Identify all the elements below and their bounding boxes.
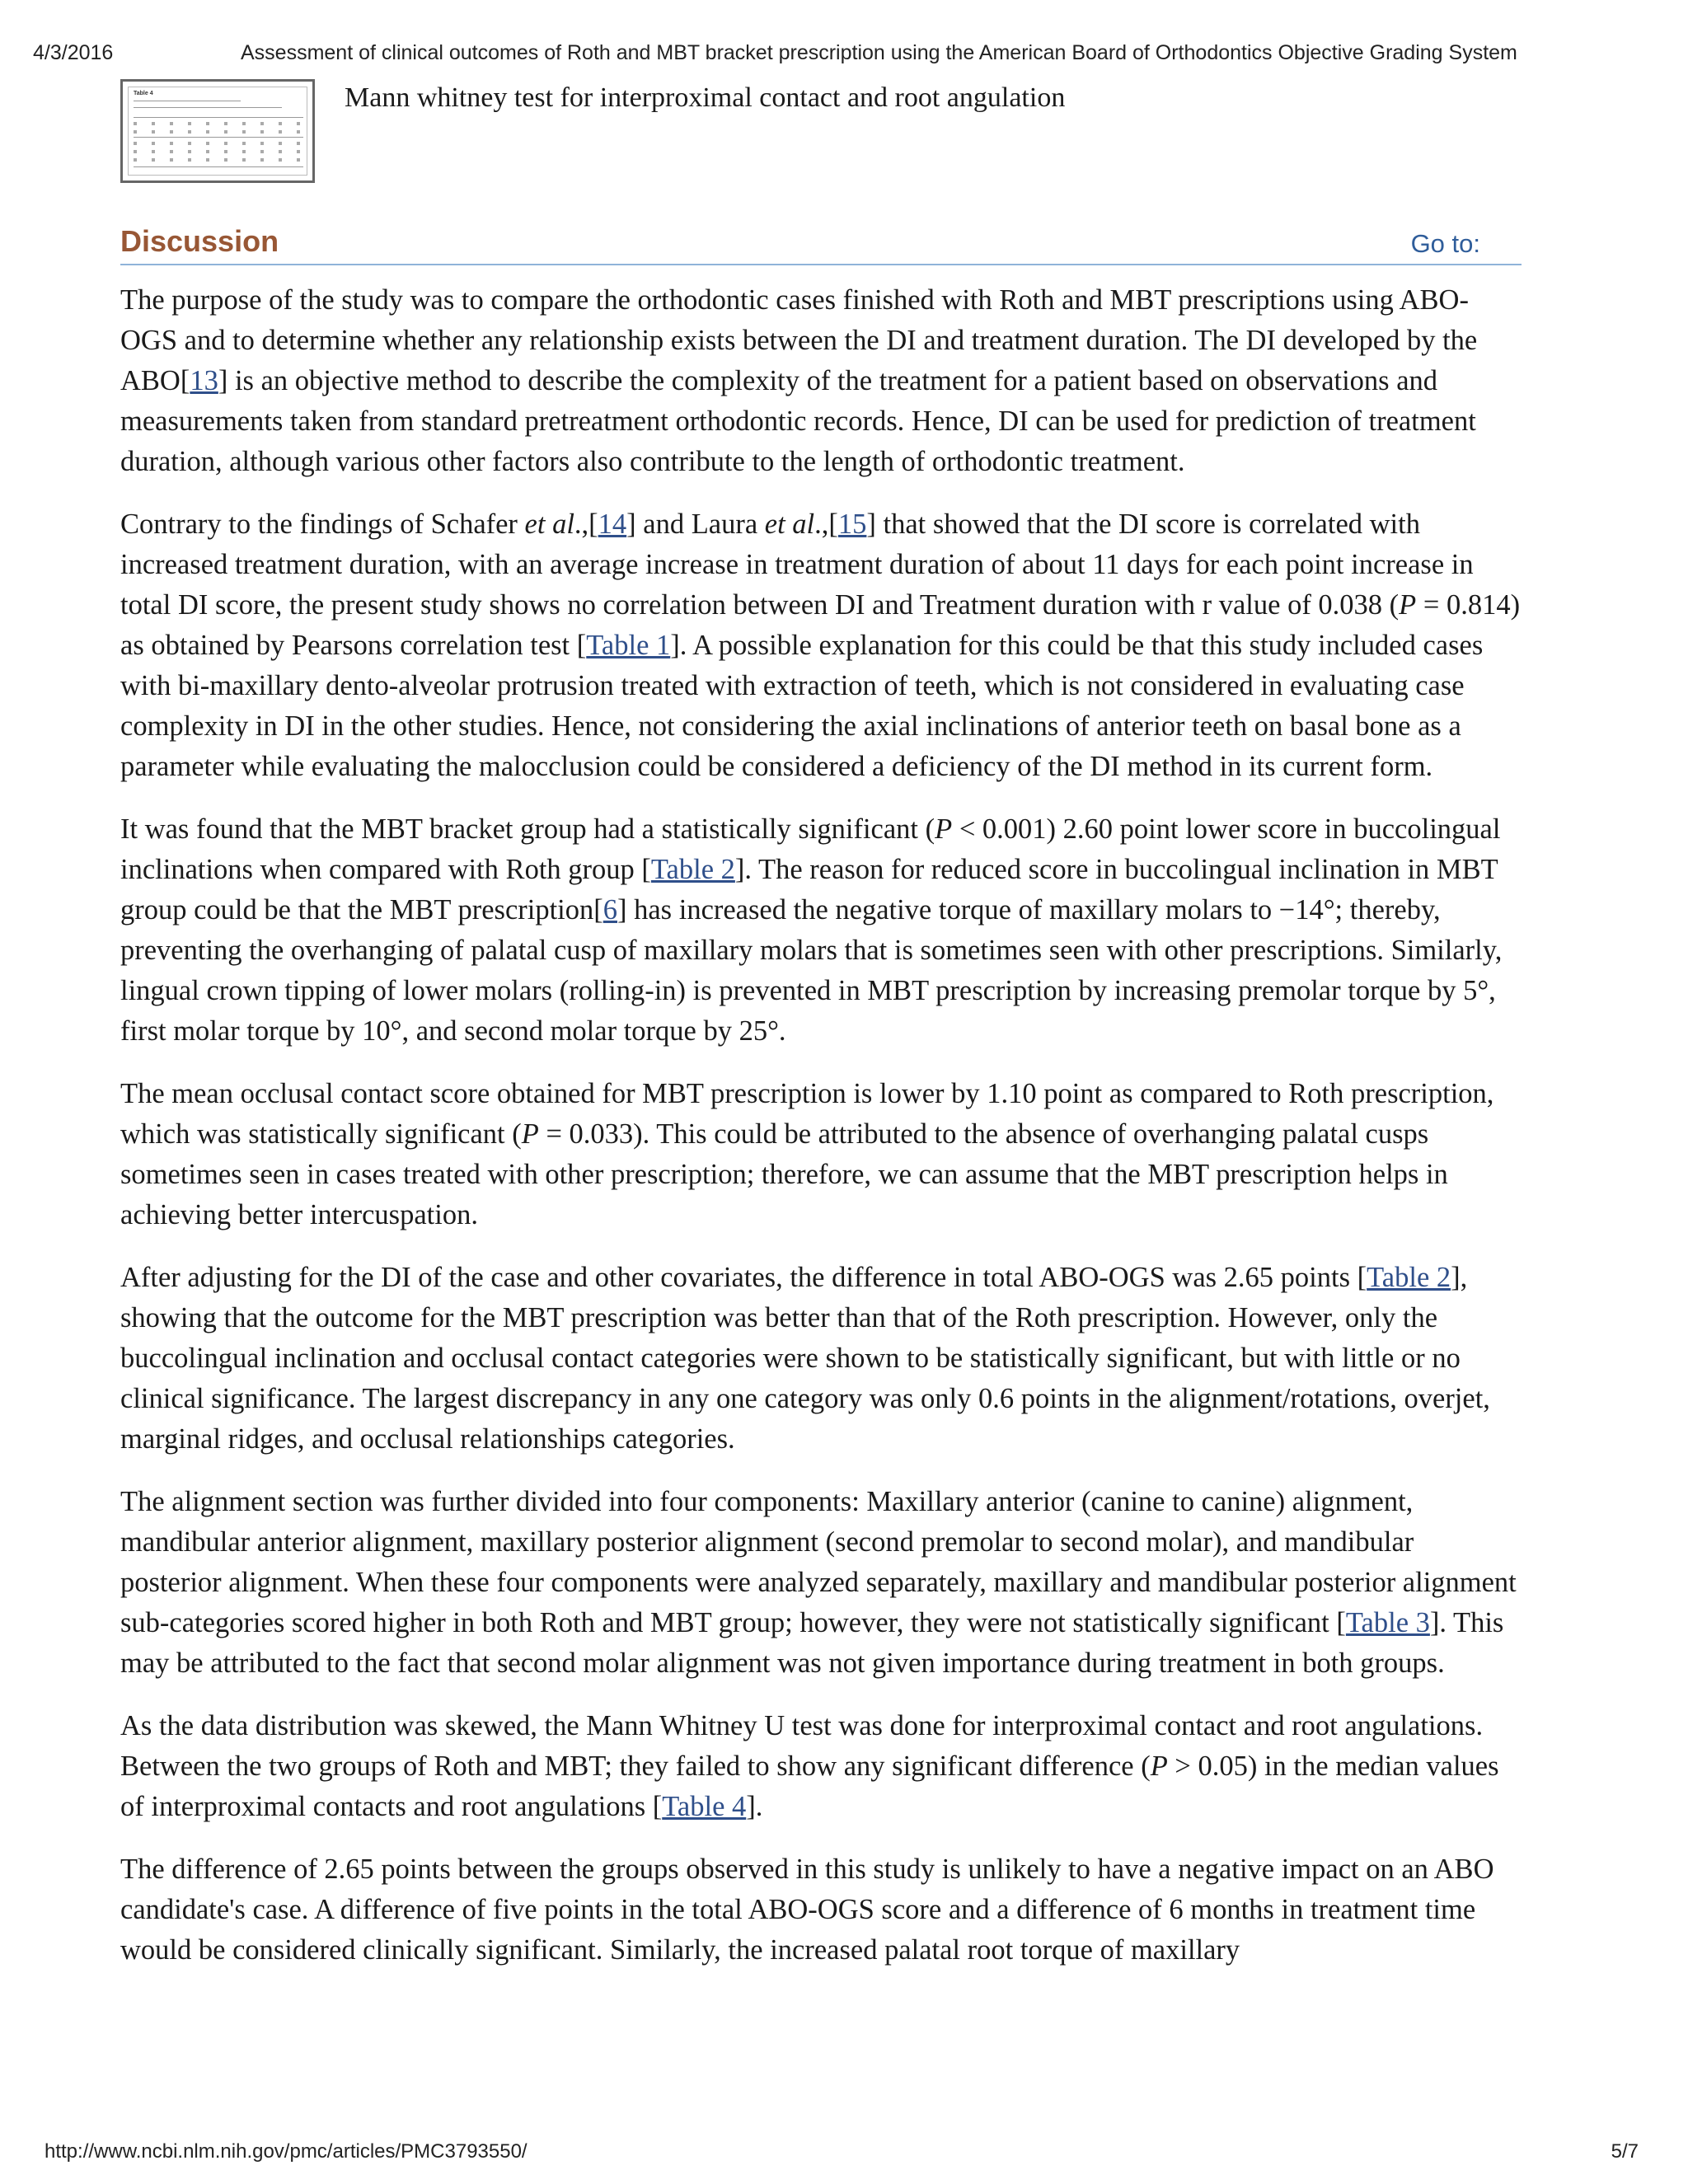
- paragraph-5: After adjusting for the DI of the case and other covariates, the difference in total ABO-OGS was 2.65 points [Table 2], showing that the outcome for the MBT prescription was better than that of the Roth prescription. However, only the buccolingual inclination and occlusal contact categories were shown to be statistically significant, but with little or no clinical significance. The largest discrepancy in any one category was only 0.6 points in the alignment/rotations, overjet, marginal ridges, and occlusal relationships categories.: [120, 1262, 1490, 1455]
- table-2-link[interactable]: Table 2: [1367, 1262, 1451, 1293]
- ref-15-link[interactable]: 15: [837, 509, 867, 540]
- discussion-body: [120, 280, 1522, 1993]
- paragraph-7: As the data distribution was skewed, the Mann Whitney U test was done for interproximal contact and root angulations. Between the two groups of Roth and MBT; they failed to show any significant difference (P > 0.05) in the median values of interproximal contacts and root angulations [Table 4].: [120, 1710, 1499, 1822]
- print-footer: [45, 2140, 1655, 2165]
- page-url: http://www.ncbi.nlm.nih.gov/pmc/articles/PMC3793550/: [45, 2140, 528, 2163]
- paragraph-1: The purpose of the study was to compare the orthodontic cases finished with Roth and MBT prescriptions using ABO-OGS and to determine whether any relationship exists between the DI and treatment duration. The DI developed by the ABO[13] is an objective method to describe the complexity of the treatment for a patient based on observations and measurements taken from standard pretreatment orthodontic records. Hence, DI can be used for prediction of treatment duration, although various other factors also contribute to the length of orthodontic treatment.: [120, 284, 1478, 477]
- table-thumbnail-image: [128, 87, 307, 176]
- thumbnail-title: Table 4: [134, 91, 153, 96]
- table-2-link[interactable]: Table 2: [650, 854, 735, 885]
- paragraph-6: The alignment section was further divided into four components: Maxillary anterior (canine to canine) alignment, mandibular anterior alignment, maxillary posterior alignment (second premolar to second molar), and mandibular posterior alignment. When these four components were analyzed separately, maxillary and mandibular posterior alignment sub-categories scored higher in both Roth and MBT group; however, they were not statistically significant [Table 3]. This may be attributed to the fact that second molar alignment was not given importance during treatment in both groups.: [120, 1486, 1517, 1679]
- ref-13-link[interactable]: 13: [190, 365, 218, 396]
- section-title: Discussion: [120, 224, 279, 258]
- table-4-thumbnail[interactable]: [120, 79, 315, 183]
- table-1-link[interactable]: Table 1: [586, 630, 671, 661]
- print-title: Assessment of clinical outcomes of Roth and MBT bracket prescription using the American Board of Orthodontics Objective Grading System: [241, 41, 1517, 64]
- table-4-link[interactable]: Table 4: [662, 1791, 747, 1822]
- goto-link[interactable]: Go to:: [1410, 229, 1480, 258]
- ref-6-link[interactable]: 6: [603, 894, 617, 926]
- paragraph-2: Contrary to the findings of Schafer et al.,[14] and Laura et al.,[15] that showed that the DI score is correlated with increased treatment duration, with an average increase in treatment duration of about 11 days for each point increase in total DI score, the present study shows no correlation between DI and Treatment duration with r value of 0.038 (P = 0.814) as obtained by Pearsons correlation test [Table 1]. A possible explanation for this could be that this study included cases with bi-maxillary dento-alveolar protrusion treated with extraction of teeth, which is not considered in evaluating case complexity in DI in the other studies. Hence, not considering the axial inclinations of anterior teeth on basal bone as a parameter while evaluating the malocclusion could be considered a deficiency of the DI method in its current form.: [120, 509, 1521, 782]
- print-date: 4/3/2016: [33, 41, 114, 64]
- discussion-section-header: [120, 221, 1522, 265]
- table-4-caption: Mann whitney test for interproximal contact and root angulation: [345, 82, 1066, 113]
- paragraph-8: The difference of 2.65 points between the groups observed in this study is unlikely to have a negative impact on an ABO candidate's case. A difference of five points in the total ABO-OGS score and a difference of 6 months in treatment time would be considered clinically significant. Similarly, the increased palatal root torque of maxillary: [120, 1854, 1494, 1966]
- paragraph-4: The mean occlusal contact score obtained for MBT prescription is lower by 1.10 point as compared to Roth prescription, which was statistically significant (P = 0.033). This could be attributed to the absence of overhanging palatal cusps sometimes seen in cases treated with other prescription; therefore, we can assume that the MBT prescription helps in achieving better intercuspation.: [120, 1078, 1494, 1230]
- ref-14-link[interactable]: 14: [598, 509, 627, 540]
- paragraph-3: It was found that the MBT bracket group had a statistically significant (P < 0.001) 2.60 point lower score in buccolingual inclinations when compared with Roth group [Table 2]. The reason for reduced score in buccolingual inclination in MBT group could be that the MBT prescription[6] has increased the negative torque of maxillary molars to −14°; thereby, preventing the overhanging of palatal cusp of maxillary molars that is sometimes seen with other prescriptions. Similarly, lingual crown tipping of lower molars (rolling-in) is prevented in MBT prescription by increasing premolar torque by 5°, first molar torque by 10°, and second molar torque by 25°.: [120, 813, 1503, 1047]
- page-number: 5/7: [1611, 2140, 1639, 2163]
- table-3-link[interactable]: Table 3: [1345, 1607, 1430, 1638]
- print-header: [33, 41, 1655, 71]
